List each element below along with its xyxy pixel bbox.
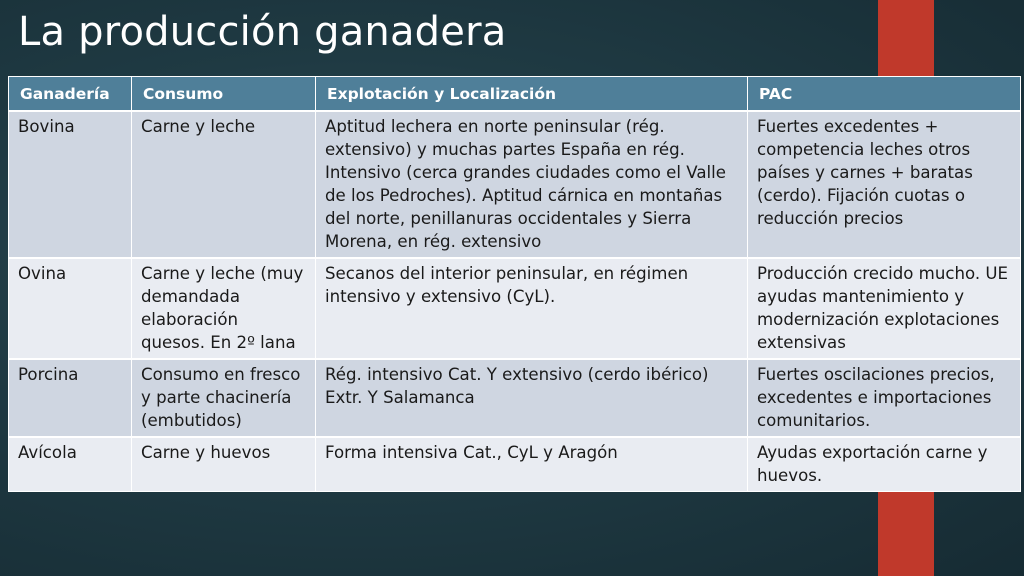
slide-title: La producción ganadera (18, 9, 507, 55)
cell-pac: Producción crecido mucho. UE ayudas mantenimiento y modernización explotaciones extensivas (748, 258, 1021, 359)
cell-ganaderia: Avícola (9, 437, 132, 492)
table-header-row (9, 77, 1021, 112)
table-row (9, 258, 1021, 359)
table-row (9, 437, 1021, 492)
table-row (9, 111, 1021, 258)
cell-explotacion: Secanos del interior peninsular, en régimen intensivo y extensivo (CyL). (316, 258, 748, 359)
cell-ganaderia: Bovina (9, 111, 132, 258)
cell-explotacion: Rég. intensivo Cat. Y extensivo (cerdo ibérico) Extr. Y Salamanca (316, 359, 748, 437)
header-explotacion-localizacion: Explotación y Localización (316, 77, 748, 112)
header-consumo: Consumo (132, 77, 316, 112)
header-ganaderia: Ganadería (9, 77, 132, 112)
cell-consumo: Carne y leche (132, 111, 316, 258)
table-row (9, 359, 1021, 437)
cell-consumo: Carne y leche (muy demandada elaboración quesos. En 2º lana (132, 258, 316, 359)
cell-pac: Fuertes excedentes + competencia leches otros países y carnes + baratas (cerdo). Fijación cuotas o reducción precios (748, 111, 1021, 258)
cell-ganaderia: Porcina (9, 359, 132, 437)
cell-explotacion: Forma intensiva Cat., CyL y Aragón (316, 437, 748, 492)
cell-pac: Ayudas exportación carne y huevos. (748, 437, 1021, 492)
cell-explotacion: Aptitud lechera en norte peninsular (rég. extensivo) y muchas partes España en rég. Intensivo (cerca grandes ciudades como el Valle de los Pedroches). Aptitud cárnica en montañas del norte, penillanuras occidentales y Sierra Morena, en rég. extensivo (316, 111, 748, 258)
cell-consumo: Consumo en fresco y parte chacinería (embutidos) (132, 359, 316, 437)
livestock-table-container (8, 76, 1020, 492)
header-pac: PAC (748, 77, 1021, 112)
cell-pac: Fuertes oscilaciones precios, excedentes e importaciones comunitarios. (748, 359, 1021, 437)
cell-ganaderia: Ovina (9, 258, 132, 359)
livestock-table (8, 76, 1021, 492)
cell-consumo: Carne y huevos (132, 437, 316, 492)
